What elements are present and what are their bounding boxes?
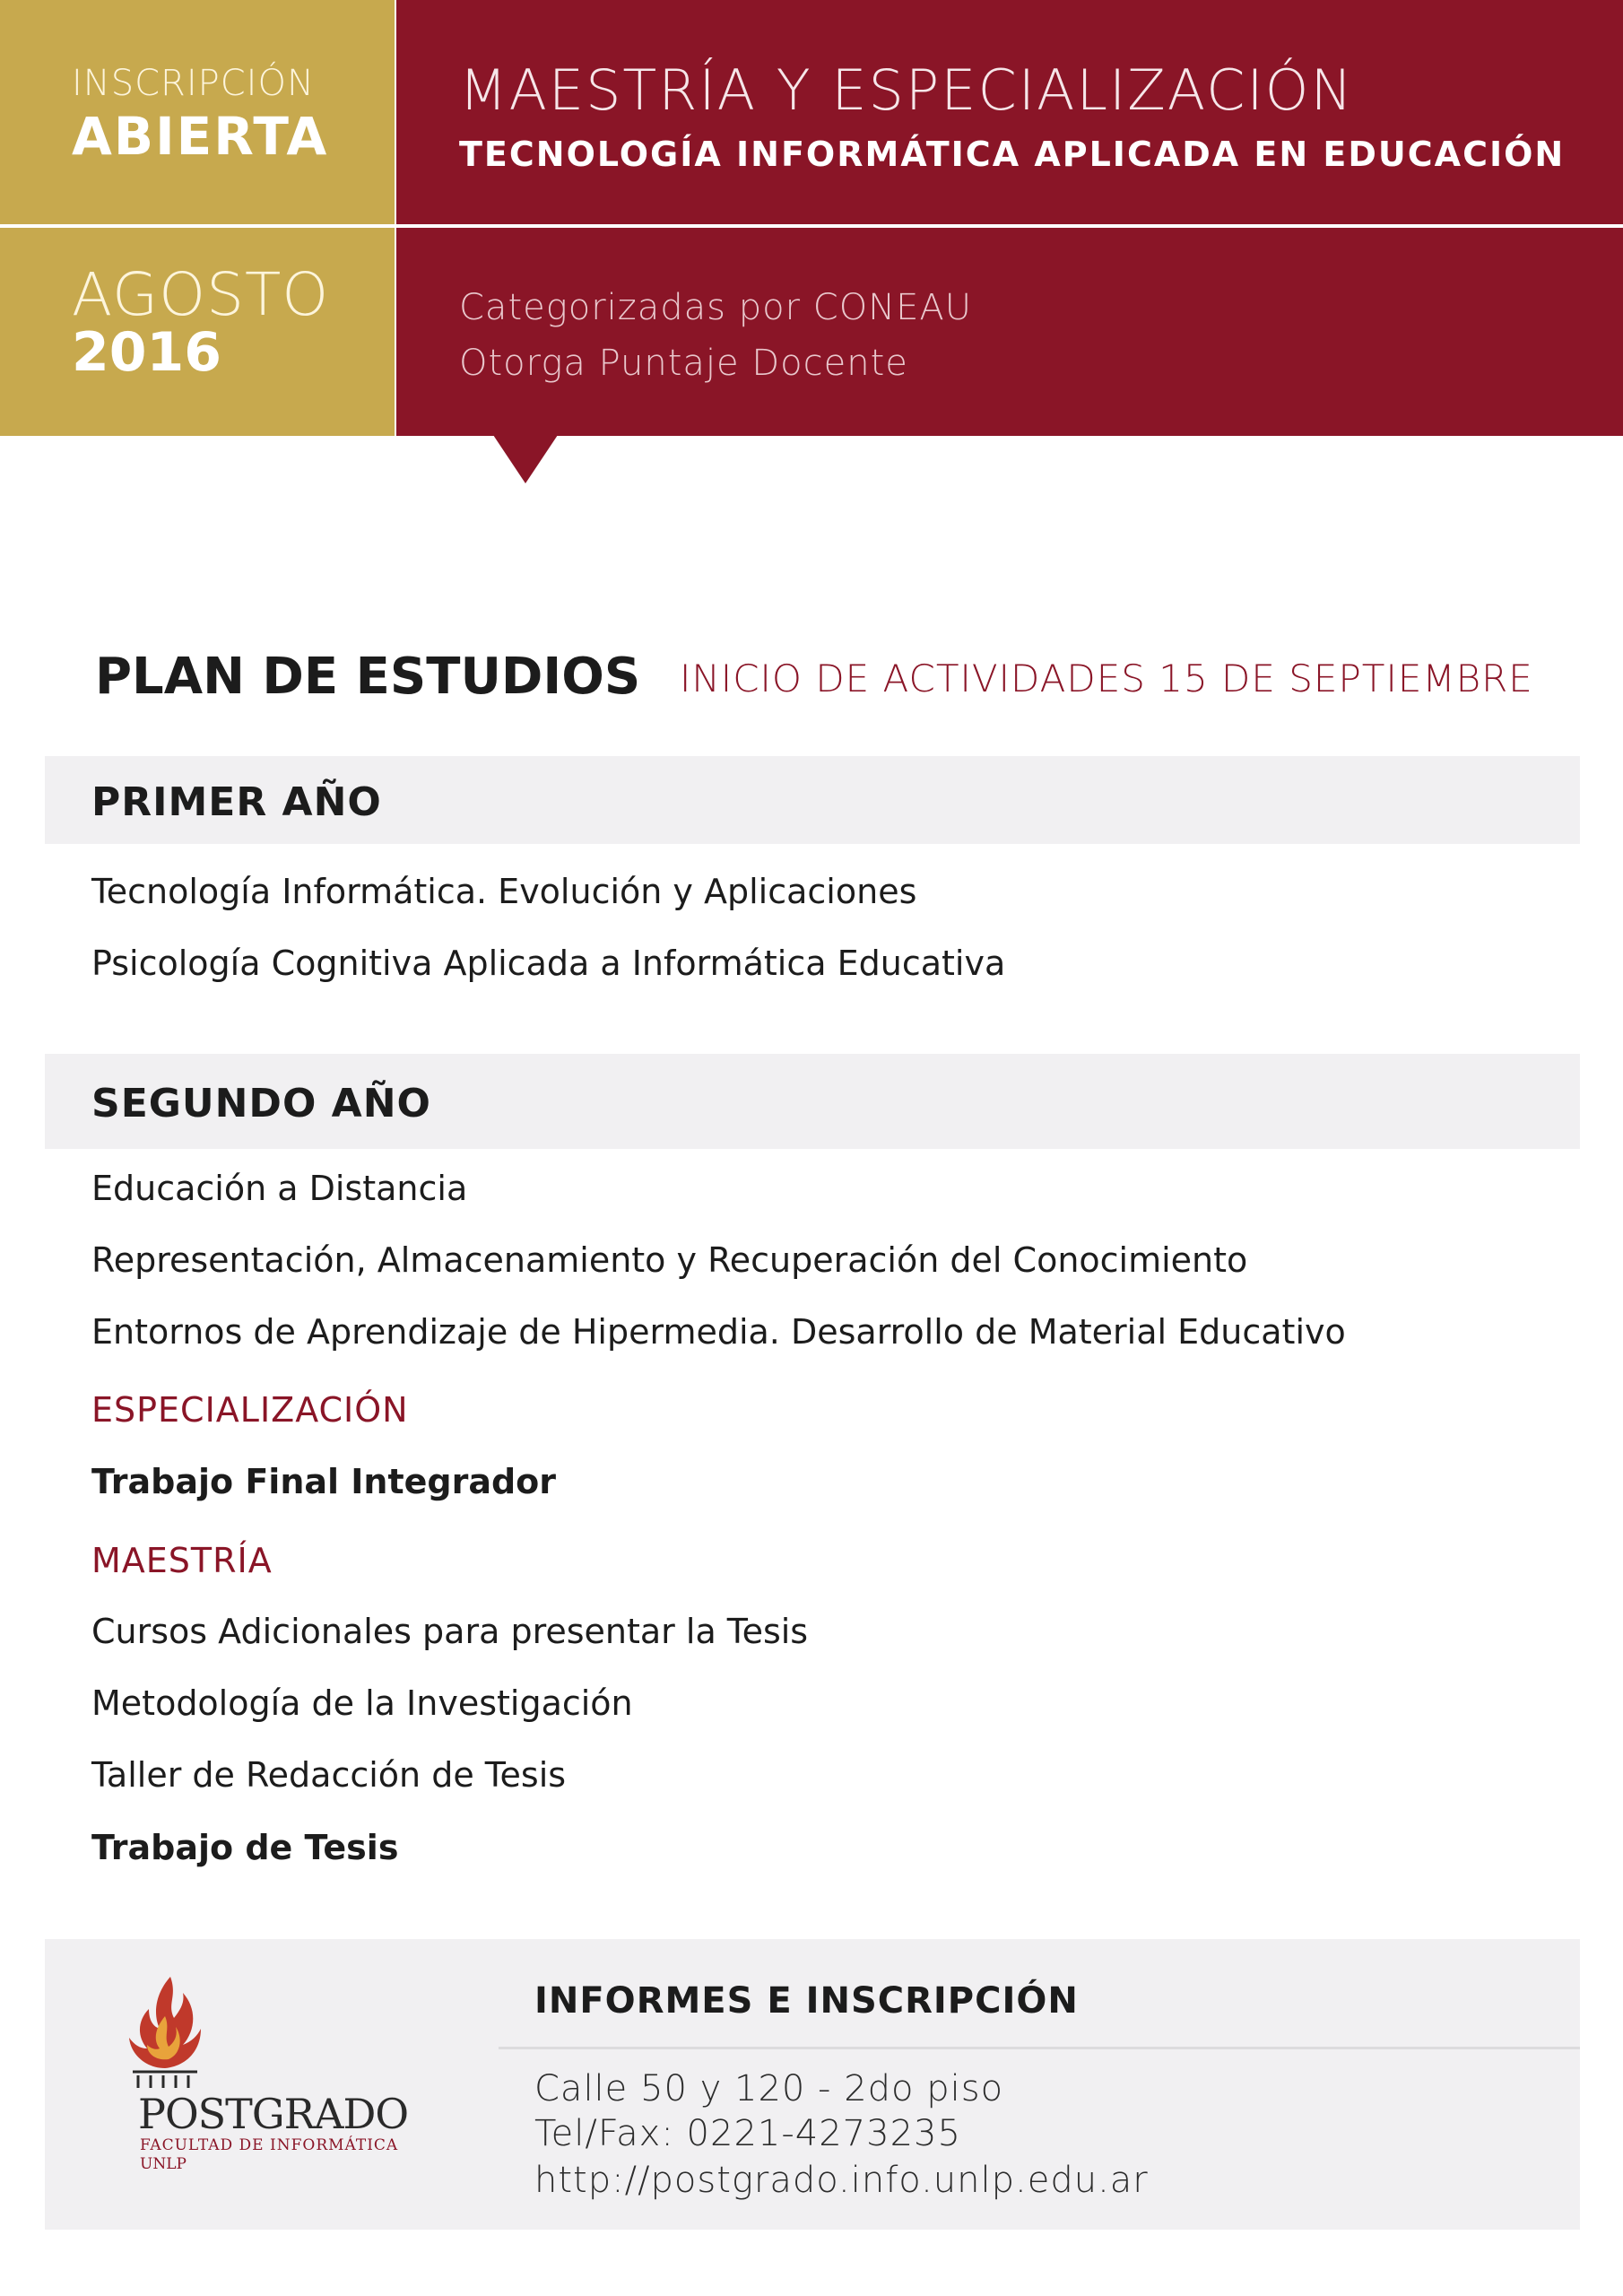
plan-start-note: INICIO DE ACTIVIDADES 15 DE SEPTIEMBRE [680, 657, 1533, 700]
first-year-title: PRIMER AÑO [91, 779, 382, 825]
header-red-panel-bottom [396, 228, 1623, 436]
header-divider [0, 224, 1623, 228]
course-item: Representación, Almacenamiento y Recuperación del Conocimiento [91, 1240, 1248, 1280]
masters-final-work: Trabajo de Tesis [91, 1828, 399, 1867]
course-item: Psicología Cognitiva Aplicada a Informática Educativa [91, 944, 1006, 983]
logo-wordmark: POSTGRADO [138, 2090, 409, 2138]
plan-title: PLAN DE ESTUDIOS [95, 648, 641, 706]
first-year-band [45, 756, 1580, 844]
feature-puntaje: Otorga Puntaje Docente [459, 343, 908, 384]
start-year: 2016 [72, 321, 221, 384]
contact-website-link[interactable]: http://postgrado.info.unlp.edu.ar [534, 2160, 1149, 2201]
contact-address: Calle 50 y 120 - 2do piso [534, 2068, 1004, 2109]
course-item: Educación a Distancia [91, 1169, 468, 1208]
course-item: Metodología de la Investigación [91, 1683, 633, 1723]
footer-title: INFORMES E INSCRIPCIÓN [534, 1980, 1079, 2022]
feature-coneau: Categorizadas por CONEAU [459, 287, 973, 328]
start-month: AGOSTO [72, 260, 330, 329]
footer-divider [499, 2047, 1580, 2049]
header-pointer-triangle [493, 435, 558, 483]
contact-phone: Tel/Fax: 0221-4273235 [534, 2113, 961, 2154]
logo-faculty: FACULTAD DE INFORMÁTICA [140, 2136, 399, 2154]
inscription-label: INSCRIPCIÓN [72, 63, 315, 104]
course-item: Tecnología Informática. Evolución y Aplicaciones [91, 872, 917, 911]
specialization-label: ESPECIALIZACIÓN [91, 1390, 409, 1430]
logo-university: UNLP [140, 2155, 187, 2173]
course-item: Taller de Redacción de Tesis [91, 1755, 567, 1795]
program-subtitle: TECNOLOGÍA INFORMÁTICA APLICADA EN EDUCACIÓN [459, 135, 1566, 174]
course-item: Cursos Adicionales para presentar la Tesis [91, 1612, 809, 1651]
flame-logo-icon [115, 1973, 213, 2090]
masters-label: MAESTRÍA [91, 1541, 273, 1580]
second-year-title: SEGUNDO AÑO [91, 1081, 431, 1126]
course-item: Entornos de Aprendizaje de Hipermedia. Desarrollo de Material Educativo [91, 1312, 1346, 1352]
second-year-band [45, 1054, 1580, 1149]
inscription-status: ABIERTA [72, 106, 329, 167]
specialization-final-work: Trabajo Final Integrador [91, 1462, 557, 1501]
program-title: MAESTRÍA Y ESPECIALIZACIÓN [459, 57, 1354, 123]
